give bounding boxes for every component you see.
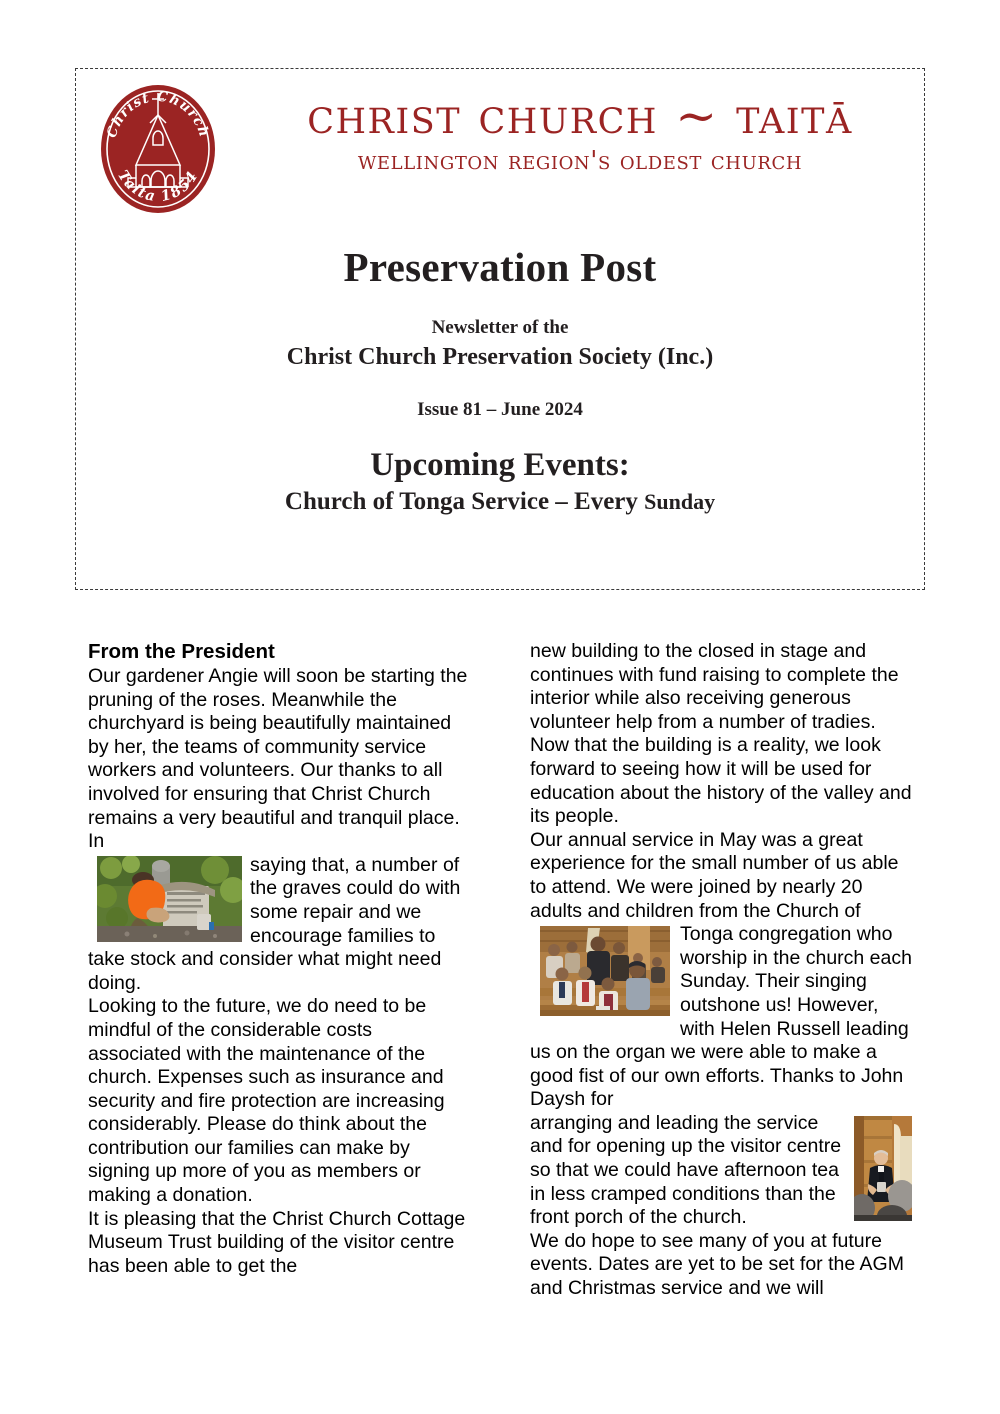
- event-day-text: Sunday: [644, 488, 716, 514]
- paragraph: [88, 665, 470, 854]
- right-para2-intro: Our annual service in May was a great experience for the small number of us able to attend. We were joined by nearly 20 adults and children from the Church of: [530, 828, 899, 922]
- right-para2-end: arranging and leading the service and for opening up the visitor centre so that we could have afternoon tea in less cramped conditions than the front porch of the church.: [530, 1111, 842, 1229]
- event-main-text: Church of Tonga Service – Every: [284, 487, 645, 515]
- right-para2-middle: Tonga congregation who worship in the church each Sunday. Their singing outshone us! However, with Helen Russell leading us on the organ we were able to make a good fist of our own efforts. Thanks to John Daysh for: [530, 923, 912, 1111]
- wordmark-title: christ church ~ taitā: [307, 87, 853, 145]
- left-para1-rest: saying that, a number of the graves could do with some repair and we encourage families to take stock and consider what might need doing.: [88, 853, 461, 994]
- photo-tonga-congregation-in-pews: [540, 926, 670, 1016]
- paragraph: [88, 1208, 470, 1279]
- title-block: [76, 245, 924, 517]
- right-column: [530, 640, 912, 1301]
- right-para3: We do hope to see many of you at future events. Dates are yet to be set for the AGM and Christmas service and we will: [530, 1229, 904, 1300]
- article-columns: [88, 640, 912, 1301]
- svg-text:Taita 1854: Taita 1854: [114, 167, 202, 206]
- left-column: [88, 640, 470, 1278]
- right-para1: new building to the closed in stage and continues with fund raising to complete the interior while also receiving generous volunteer help from a number of tradies. Now that the building is a reality, we look forward to seeing how it will be used for education about the history of the valley and its people.: [530, 640, 912, 828]
- paragraph: [530, 640, 912, 829]
- paragraph: [88, 995, 470, 1207]
- society-name: Christ Church Preservation Society (Inc.): [286, 343, 714, 370]
- left-para1-intro: Our gardener Angie will soon be starting the pruning of the roses. Meanwhile the churchyard is being beautifully maintained by her, the teams of community service workers and volunteers. Our thanks to all involved for ensuring that Christ Church remains a very beautiful and tranquil place. In: [88, 665, 468, 853]
- newsletter-of-label: Newsletter of the: [431, 317, 569, 339]
- photo-volunteer-cleaning-gravestone: [97, 856, 242, 942]
- masthead: [76, 69, 924, 229]
- issue-line: Issue 81 – June 2024: [417, 398, 583, 420]
- masthead-box: [75, 68, 925, 590]
- wordmark: [244, 87, 916, 176]
- church-seal-logo-icon: [92, 79, 224, 219]
- paragraph: [530, 1230, 912, 1301]
- photo-clergyman-leading-service: [854, 1116, 912, 1221]
- page-title: Preservation Post: [343, 244, 657, 290]
- wordmark-tagline: wellington region's oldest church: [357, 146, 803, 176]
- svg-text:Christ Church: Christ Church: [103, 88, 213, 140]
- left-para3: It is pleasing that the Christ Church Cottage Museum Trust building of the visitor centre has been able to get the: [88, 1207, 466, 1277]
- upcoming-event-item: [76, 487, 924, 517]
- upcoming-events-heading: Upcoming Events:: [370, 446, 630, 483]
- section-heading-from-the-president: From the President: [88, 640, 275, 663]
- left-para2: Looking to the future, we do need to be mindful of the considerable costs associated with the maintenance of the church. Expenses such as insurance and security and fire protection are increasing considerably. Please do think about the contribution our families can make by signing up more of you as members or making a donation.: [88, 995, 445, 1207]
- paragraph: [530, 829, 912, 923]
